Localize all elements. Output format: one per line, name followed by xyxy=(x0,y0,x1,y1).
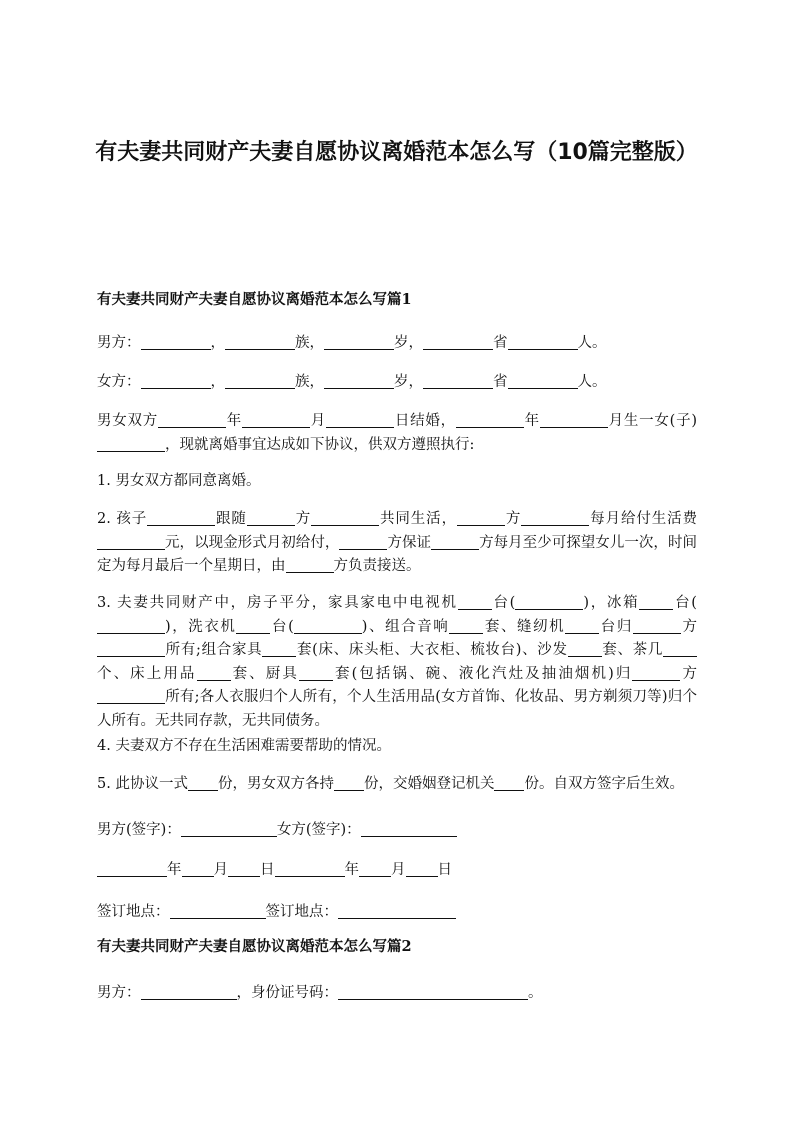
male-id-line: 男方： ，身份证号码： 。 xyxy=(97,985,543,1001)
clause-3: 3. 夫妻共同财产中，房子平分，家具家电中电视机 台( )，冰箱 台()，洗衣机 台( )、组合音响 套、缝纫机 台归 方所有;组合家具 套(床、床头柜、大衣柜、梳妆台)、沙发 套、茶几个、床上用品 套、厨具 套(包括锅、碗、液化汽灶及抽油烟机)归 方所有;各人衣服归个人所有，个人生活用品(女方首饰、化妆品、男方剃须刀等)归个人所有。无共同存款，无共同债务。 xyxy=(97,595,698,729)
document-title: 有夫妻共同财产夫妻自愿协议离婚范本怎么写（10篇完整版） xyxy=(95,140,698,165)
date-line: 年 月 日 年 月 日 xyxy=(97,859,697,883)
section-heading-2: 有夫妻共同财产夫妻自愿协议离婚范本怎么写篇2 xyxy=(97,938,412,955)
section-heading-1: 有夫妻共同财产夫妻自愿协议离婚范本怎么写篇1 xyxy=(97,291,412,308)
signing-place-line: 签订地点： 签订地点： xyxy=(97,901,697,925)
male-info-line: 男方： ， 族， 岁， 省 人。 xyxy=(97,335,607,351)
marriage-paragraph: 男女双方 年 月 日结婚， 年 月生一女(子)，现就离婚事宜达成如下协议，供双方遵照执行: xyxy=(97,413,697,453)
clause-1: 1. 男女双方都同意离婚。 xyxy=(97,473,261,489)
clause-5: 5. 此协议一式 份，男女双方各持 份，交婚姻登记机关 份。自双方签字后生效。 xyxy=(97,776,684,792)
clause-2: 2. 孩子 跟随 方 共同生活， 方 每月给付生活费元，以现金形式月初给付， 方保证 方每月至少可探望女儿一次，时间定为每月最后一个星期日，由 方负责接送。 xyxy=(97,511,698,574)
female-info-line: 女方： ， 族， 岁， 省 人。 xyxy=(97,374,607,390)
signature-line: 男方(签字)： 女方(签字)： xyxy=(97,819,697,843)
clause-4: 4. 夫妻双方不存在生活困难需要帮助的情况。 xyxy=(97,738,391,754)
